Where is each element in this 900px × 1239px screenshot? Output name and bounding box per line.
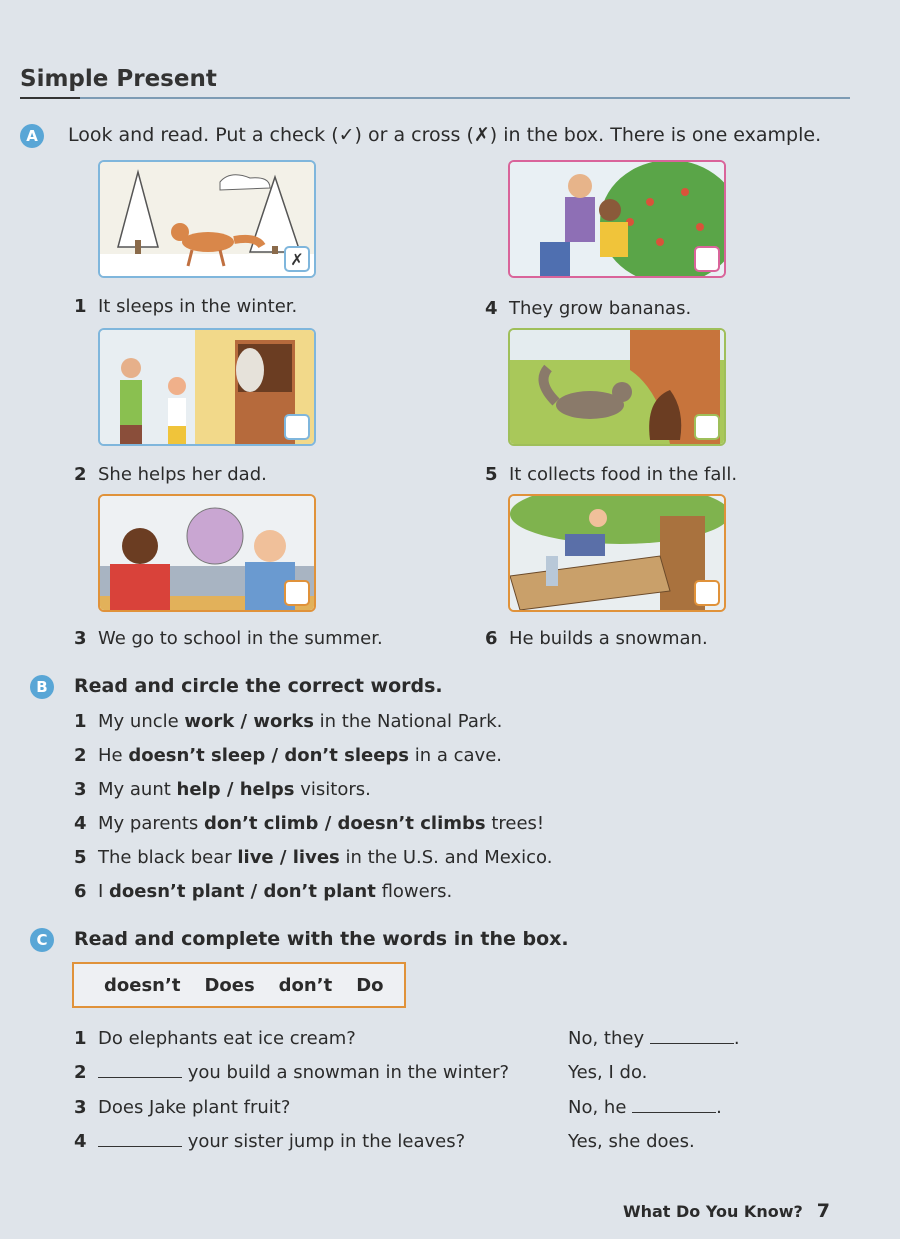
item-b4: 4 My parents don’t climb / doesn’t climbs trees!	[74, 813, 545, 834]
orchard-illustration	[510, 162, 724, 276]
title-underline	[20, 97, 80, 99]
section-a-instruction: Look and read. Put a check (✓) or a cross (✗) in the box. There is one example.	[68, 124, 822, 146]
item-c2-answer: Yes, I do.	[568, 1062, 648, 1083]
stable-illustration	[100, 330, 314, 444]
item-c1-question: 1 Do elephants eat ice cream?	[74, 1028, 356, 1049]
choice-b1[interactable]: work / works	[184, 711, 314, 732]
picture-climbing	[508, 494, 726, 612]
choice-b6[interactable]: doesn’t plant / don’t plant	[109, 881, 376, 902]
word-doesnt: doesn’t	[104, 974, 181, 996]
answer-box-example: ✗	[284, 246, 310, 272]
item-c3-question: 3 Does Jake plant fruit?	[74, 1097, 291, 1118]
beach-illustration	[100, 496, 314, 610]
item-c4-question: 4 your sister jump in the leaves?	[74, 1131, 466, 1152]
choice-b2[interactable]: doesn’t sleep / don’t sleeps	[128, 745, 410, 766]
answer-box-2[interactable]	[284, 414, 310, 440]
choice-b3[interactable]: help / helps	[176, 779, 295, 800]
choice-b4[interactable]: don’t climb / doesn’t climbs	[204, 813, 486, 834]
picture-picking-fruit	[508, 160, 726, 278]
item-b5: 5 The black bear live / lives in the U.S. and Mexico.	[74, 847, 553, 868]
item-a3: 3 We go to school in the summer.	[74, 628, 383, 649]
picture-horse-stable	[98, 328, 316, 446]
section-c-instruction: Read and complete with the words in the box.	[74, 928, 569, 950]
word-do: Do	[356, 974, 384, 996]
section-b-instruction: Read and circle the correct words.	[74, 675, 443, 697]
item-b1: 1 My uncle work / works in the National Park.	[74, 711, 503, 732]
footer-label: What Do You Know?	[622, 1202, 803, 1221]
item-c4-answer: Yes, she does.	[568, 1131, 695, 1152]
item-a6: 6 He builds a snowman.	[485, 628, 708, 649]
item-c3-answer: No, he .	[568, 1097, 722, 1118]
word-dont: don’t	[278, 974, 333, 996]
page-number: 7	[816, 1200, 830, 1222]
answer-box-4[interactable]	[694, 246, 720, 272]
item-a1: 1 It sleeps in the winter.	[74, 296, 298, 317]
picture-squirrel	[508, 328, 726, 446]
item-a5: 5 It collects food in the fall.	[485, 464, 738, 485]
item-c1-answer: No, they .	[568, 1028, 740, 1049]
fox-illustration	[100, 162, 314, 276]
climbing-illustration	[510, 496, 724, 610]
squirrel-illustration	[510, 330, 724, 444]
item-a4: 4 They grow bananas.	[485, 298, 692, 319]
answer-box-6[interactable]	[694, 580, 720, 606]
word-does: Does	[204, 974, 255, 996]
item-b3: 3 My aunt help / helps visitors.	[74, 779, 371, 800]
blank-c3[interactable]	[632, 1098, 716, 1113]
picture-beach-ball	[98, 494, 316, 612]
answer-box-3[interactable]	[284, 580, 310, 606]
word-box	[72, 962, 406, 1008]
blank-c2[interactable]	[98, 1063, 182, 1078]
page-title: Simple Present	[20, 66, 217, 92]
title-divider	[80, 97, 850, 99]
choice-b5[interactable]: live / lives	[237, 847, 340, 868]
item-b2: 2 He doesn’t sleep / don’t sleeps in a cave.	[74, 745, 502, 766]
item-a2: 2 She helps her dad.	[74, 464, 267, 485]
item-b6: 6 I doesn’t plant / don’t plant flowers.	[74, 881, 453, 902]
answer-box-5[interactable]	[694, 414, 720, 440]
page-footer	[623, 1200, 830, 1222]
item-c2-question: 2 you build a snowman in the winter?	[74, 1062, 510, 1083]
section-a-badge: A	[20, 124, 44, 148]
section-c-badge: C	[30, 928, 54, 952]
blank-c1[interactable]	[650, 1029, 734, 1044]
section-b-badge: B	[30, 675, 54, 699]
blank-c4[interactable]	[98, 1132, 182, 1147]
picture-fox-snow	[98, 160, 316, 278]
